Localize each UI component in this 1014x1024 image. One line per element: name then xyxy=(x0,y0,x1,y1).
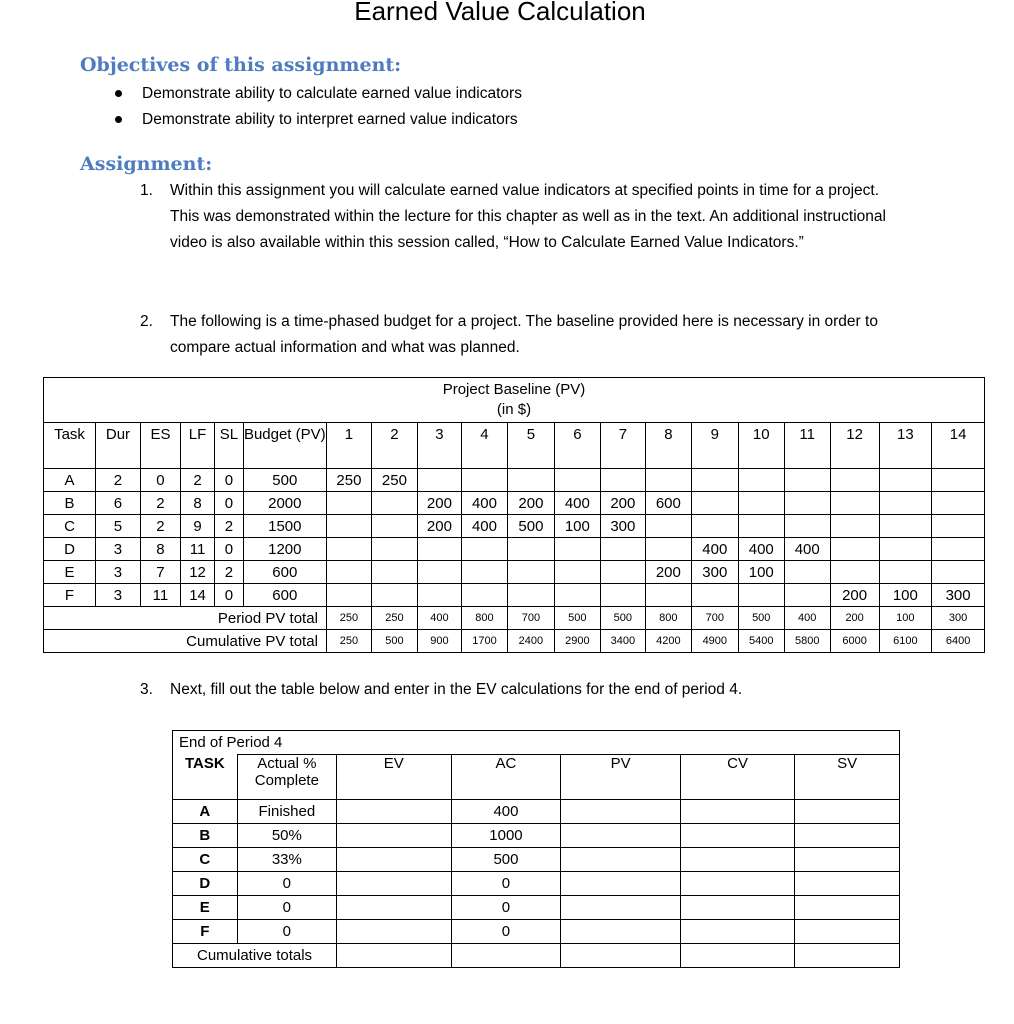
cumulative-total-cell: 2900 xyxy=(554,630,600,653)
column-header: Task xyxy=(44,423,96,469)
table-cell: 14 xyxy=(180,584,214,607)
table-row xyxy=(44,469,985,492)
table-row xyxy=(44,538,985,561)
column-header: LF xyxy=(180,423,214,469)
column-header: AC xyxy=(451,755,561,800)
table-row xyxy=(173,848,900,872)
period-total-cell: 500 xyxy=(738,607,784,630)
table-row xyxy=(44,515,985,538)
table-cell: 600 xyxy=(243,561,326,584)
table-cell: D xyxy=(173,872,238,896)
period-total-cell: 100 xyxy=(879,607,932,630)
table-row xyxy=(44,492,985,515)
ev-input-cell[interactable] xyxy=(680,896,795,920)
column-header: Budget (PV) xyxy=(243,423,326,469)
table-row xyxy=(44,584,985,607)
table-cell: 2 xyxy=(140,515,180,538)
table-cell: 0 xyxy=(215,492,244,515)
table-cell: 400 xyxy=(461,515,507,538)
table-cell: 400 xyxy=(554,492,600,515)
table-cell xyxy=(879,561,932,584)
table-cell: 250 xyxy=(371,469,417,492)
column-header: Actual % Complete xyxy=(237,755,336,800)
period-total-cell: 800 xyxy=(645,607,691,630)
cumulative-total-cell: 5400 xyxy=(738,630,784,653)
table-cell xyxy=(784,515,830,538)
table-cell xyxy=(461,584,507,607)
table-cell xyxy=(461,561,507,584)
table-cell: 0 xyxy=(237,920,336,944)
table-cell xyxy=(738,492,784,515)
cumulative-total-row xyxy=(44,630,985,653)
table-cell: 2 xyxy=(140,492,180,515)
ev-input-cell[interactable] xyxy=(680,824,795,848)
table-cell: 9 xyxy=(180,515,214,538)
table-cell xyxy=(738,584,784,607)
objective-text: Demonstrate ability to interpret earned value indicators xyxy=(142,111,518,128)
column-header: 5 xyxy=(507,423,554,469)
column-header: 9 xyxy=(691,423,738,469)
table-cell: 400 xyxy=(691,538,738,561)
table-cell xyxy=(461,538,507,561)
table-cell: E xyxy=(173,896,238,920)
table-row xyxy=(44,561,985,584)
assignment-item xyxy=(140,677,900,703)
table-cell xyxy=(645,515,691,538)
table-cell xyxy=(830,492,879,515)
ev-total-cell[interactable] xyxy=(561,944,680,968)
table-cell: 11 xyxy=(140,584,180,607)
table-cell xyxy=(554,469,600,492)
table-row xyxy=(173,800,900,824)
column-header: 7 xyxy=(600,423,645,469)
table-cell: 1200 xyxy=(243,538,326,561)
table-cell xyxy=(326,538,371,561)
item-number: 3. xyxy=(140,681,153,698)
column-header: EV xyxy=(337,755,452,800)
table-cell: B xyxy=(44,492,96,515)
table-cell: Finished xyxy=(237,800,336,824)
table-cell xyxy=(932,515,985,538)
ev-input-cell[interactable] xyxy=(680,800,795,824)
table-cell: 200 xyxy=(417,515,461,538)
table-cell: 2 xyxy=(95,469,140,492)
table-cell xyxy=(417,561,461,584)
objective-item xyxy=(115,85,522,103)
table-row xyxy=(173,824,900,848)
table-cell: 200 xyxy=(507,492,554,515)
assignment-heading: Assignment: xyxy=(80,153,213,175)
ev-input-cell[interactable] xyxy=(561,800,680,824)
table-cell: 400 xyxy=(461,492,507,515)
table-cell xyxy=(932,561,985,584)
ev-input-cell[interactable] xyxy=(561,896,680,920)
table-cell: C xyxy=(44,515,96,538)
table-cell: 8 xyxy=(140,538,180,561)
table-cell xyxy=(830,515,879,538)
page-title: Earned Value Calculation xyxy=(354,0,646,26)
table-cell xyxy=(784,492,830,515)
table-cell: A xyxy=(173,800,238,824)
table-cell: 400 xyxy=(784,538,830,561)
table-cell: 8 xyxy=(180,492,214,515)
table-cell xyxy=(932,469,985,492)
table-cell xyxy=(507,584,554,607)
table-cell xyxy=(879,538,932,561)
ev-input-cell[interactable] xyxy=(680,872,795,896)
ev-input-cell[interactable] xyxy=(795,800,900,824)
table-cell: C xyxy=(173,848,238,872)
assignment-item xyxy=(140,178,900,256)
ev-input-cell[interactable] xyxy=(337,824,452,848)
baseline-title-cell xyxy=(44,378,985,423)
table-cell: 300 xyxy=(691,561,738,584)
period-total-cell: 400 xyxy=(417,607,461,630)
column-header: 12 xyxy=(830,423,879,469)
column-header: 3 xyxy=(417,423,461,469)
ev-input-cell[interactable] xyxy=(561,920,680,944)
row-label: Cumulative totals xyxy=(173,944,337,968)
column-header: 8 xyxy=(645,423,691,469)
ev-input-cell[interactable] xyxy=(795,920,900,944)
cumulative-total-cell: 5800 xyxy=(784,630,830,653)
table-cell: 50% xyxy=(237,824,336,848)
table-cell xyxy=(691,469,738,492)
table-cell xyxy=(738,469,784,492)
table-cell: 0 xyxy=(140,469,180,492)
ev-total-cell[interactable] xyxy=(451,944,561,968)
table-cell xyxy=(326,561,371,584)
table-cell: 600 xyxy=(645,492,691,515)
table-cell: 3 xyxy=(95,584,140,607)
ev-input-cell[interactable] xyxy=(795,848,900,872)
cumulative-total-cell: 6400 xyxy=(932,630,985,653)
table-cell xyxy=(830,469,879,492)
column-header: 4 xyxy=(461,423,507,469)
objective-text: Demonstrate ability to calculate earned value indicators xyxy=(142,85,522,102)
ev-input-cell[interactable] xyxy=(337,848,452,872)
assignment-item xyxy=(140,309,900,361)
column-header: SV xyxy=(795,755,900,800)
column-header: ES xyxy=(140,423,180,469)
table-row xyxy=(173,896,900,920)
table-row xyxy=(173,872,900,896)
table-cell xyxy=(371,515,417,538)
table-cell: 0 xyxy=(215,538,244,561)
ev-input-cell: 0 xyxy=(451,896,561,920)
cumulative-total-cell: 4900 xyxy=(691,630,738,653)
column-header: 6 xyxy=(554,423,600,469)
table-cell xyxy=(371,492,417,515)
cumulative-total-cell: 6100 xyxy=(879,630,932,653)
table-cell xyxy=(784,584,830,607)
table-cell: D xyxy=(44,538,96,561)
ev-input-cell[interactable] xyxy=(561,848,680,872)
column-header: 2 xyxy=(371,423,417,469)
column-header: PV xyxy=(561,755,680,800)
ev-total-cell[interactable] xyxy=(680,944,795,968)
table-cell: 7 xyxy=(140,561,180,584)
table-cell: 0 xyxy=(237,872,336,896)
table-cell: 100 xyxy=(554,515,600,538)
period-total-cell: 500 xyxy=(600,607,645,630)
column-header: 13 xyxy=(879,423,932,469)
table-cell: 600 xyxy=(243,584,326,607)
period-total-cell: 800 xyxy=(461,607,507,630)
ev-input-cell[interactable] xyxy=(337,872,452,896)
baseline-title: Project Baseline (PV) xyxy=(442,381,586,398)
table-cell: A xyxy=(44,469,96,492)
table-cell xyxy=(371,561,417,584)
table-cell: 100 xyxy=(879,584,932,607)
table-cell: B xyxy=(173,824,238,848)
ev-input-cell: 400 xyxy=(451,800,561,824)
table-cell: 5 xyxy=(95,515,140,538)
table-cell: 11 xyxy=(180,538,214,561)
ev-input-cell[interactable] xyxy=(337,896,452,920)
table-cell: 200 xyxy=(645,561,691,584)
period-total-cell: 700 xyxy=(691,607,738,630)
ev-input-cell[interactable] xyxy=(337,920,452,944)
baseline-subtitle: (in $) xyxy=(496,401,532,418)
period-total-cell: 300 xyxy=(932,607,985,630)
ev-input-cell[interactable] xyxy=(561,872,680,896)
cumulative-total-cell: 250 xyxy=(326,630,371,653)
column-header-row xyxy=(173,755,900,800)
table-cell xyxy=(932,538,985,561)
table-cell xyxy=(691,584,738,607)
ev-input-cell: 1000 xyxy=(451,824,561,848)
table-cell xyxy=(461,469,507,492)
table-cell: 1500 xyxy=(243,515,326,538)
column-header: 14 xyxy=(932,423,985,469)
item-text: Next, fill out the table below and enter in the EV calculations for the end of period 4. xyxy=(170,681,743,698)
table-cell xyxy=(507,561,554,584)
table-row xyxy=(173,920,900,944)
header-row xyxy=(44,378,985,423)
period-total-cell: 250 xyxy=(371,607,417,630)
table-cell xyxy=(554,561,600,584)
table-cell: 2000 xyxy=(243,492,326,515)
table-cell xyxy=(645,538,691,561)
objective-item xyxy=(115,111,518,129)
table-cell xyxy=(326,515,371,538)
table-cell: 0 xyxy=(237,896,336,920)
table-cell xyxy=(600,469,645,492)
table-cell xyxy=(879,515,932,538)
table-cell: 500 xyxy=(507,515,554,538)
period-total-cell: 200 xyxy=(830,607,879,630)
period-total-cell: 250 xyxy=(326,607,371,630)
table-cell: 2 xyxy=(215,515,244,538)
item-text: The following is a time-phased budget for a project. The baseline provided here is necessary in order to compare actual information and what was planned. xyxy=(170,313,878,356)
cumulative-total-cell: 4200 xyxy=(645,630,691,653)
table-cell: 0 xyxy=(215,469,244,492)
column-header: CV xyxy=(680,755,795,800)
table-cell xyxy=(417,584,461,607)
table-cell: 2 xyxy=(215,561,244,584)
ev-input-cell[interactable] xyxy=(795,872,900,896)
table-cell xyxy=(784,469,830,492)
ev-input-cell[interactable] xyxy=(561,824,680,848)
table-cell: 6 xyxy=(95,492,140,515)
column-header: TASK xyxy=(173,755,238,800)
cumulative-total-cell: 900 xyxy=(417,630,461,653)
table-cell: 0 xyxy=(215,584,244,607)
ev-input-cell: 0 xyxy=(451,920,561,944)
ev-input-cell[interactable] xyxy=(337,800,452,824)
table-cell xyxy=(830,538,879,561)
ev-input-cell: 0 xyxy=(451,872,561,896)
objectives-heading: Objectives of this assignment: xyxy=(80,54,402,76)
row-label: Period PV total xyxy=(44,607,327,630)
cumulative-total-cell: 6000 xyxy=(830,630,879,653)
bullet-icon xyxy=(115,116,122,123)
item-text: Within this assignment you will calculate earned value indicators at specified points in time for a project. This was demonstrated within the lecture for this chapter as well as in the text. An additional instructional video is also available within this session called, “How to Calculate Earned Value Indicators.” xyxy=(170,182,886,251)
column-header: SL xyxy=(215,423,244,469)
table-cell: 3 xyxy=(95,538,140,561)
period-total-cell: 500 xyxy=(554,607,600,630)
period-total-row xyxy=(44,607,985,630)
table-cell: 200 xyxy=(830,584,879,607)
item-number: 2. xyxy=(140,313,153,330)
ev-input-cell[interactable] xyxy=(680,920,795,944)
cumulative-total-cell: 3400 xyxy=(600,630,645,653)
table-cell xyxy=(600,561,645,584)
baseline-table xyxy=(43,377,985,653)
ev-input-cell[interactable] xyxy=(795,824,900,848)
table-cell: F xyxy=(44,584,96,607)
table-cell xyxy=(879,492,932,515)
totals-row xyxy=(173,944,900,968)
table-cell xyxy=(645,584,691,607)
table-cell: 100 xyxy=(738,561,784,584)
table-cell xyxy=(691,492,738,515)
table-cell xyxy=(600,584,645,607)
table-cell: 12 xyxy=(180,561,214,584)
column-header: 11 xyxy=(784,423,830,469)
table-cell: 2 xyxy=(180,469,214,492)
column-header: Dur xyxy=(95,423,140,469)
table-cell xyxy=(600,538,645,561)
period-total-cell: 700 xyxy=(507,607,554,630)
table-cell xyxy=(691,515,738,538)
table-cell: 200 xyxy=(417,492,461,515)
table-cell: F xyxy=(173,920,238,944)
column-header: 1 xyxy=(326,423,371,469)
bullet-icon xyxy=(115,90,122,97)
table-cell: 300 xyxy=(932,584,985,607)
table-cell xyxy=(417,538,461,561)
table-cell xyxy=(371,538,417,561)
column-header: 10 xyxy=(738,423,784,469)
table-cell xyxy=(645,469,691,492)
ev-total-cell[interactable] xyxy=(337,944,452,968)
cumulative-total-cell: 2400 xyxy=(507,630,554,653)
table-cell: 400 xyxy=(738,538,784,561)
period-total-cell: 400 xyxy=(784,607,830,630)
cumulative-total-cell: 500 xyxy=(371,630,417,653)
ev-total-cell[interactable] xyxy=(795,944,900,968)
table-cell xyxy=(879,469,932,492)
table-cell: 33% xyxy=(237,848,336,872)
table-cell xyxy=(738,515,784,538)
caption-row xyxy=(173,731,900,755)
table-cell xyxy=(417,469,461,492)
table-cell xyxy=(554,538,600,561)
table-cell xyxy=(371,584,417,607)
table-cell xyxy=(830,561,879,584)
row-label: Cumulative PV total xyxy=(44,630,327,653)
table-cell xyxy=(326,492,371,515)
table-cell xyxy=(326,584,371,607)
table-cell xyxy=(784,561,830,584)
table-cell: 3 xyxy=(95,561,140,584)
ev-input-cell[interactable] xyxy=(795,896,900,920)
ev-table xyxy=(172,730,900,968)
table-cell: 200 xyxy=(600,492,645,515)
column-header-row xyxy=(44,423,985,469)
ev-input-cell: 500 xyxy=(451,848,561,872)
table-cell: E xyxy=(44,561,96,584)
ev-table-caption: End of Period 4 xyxy=(173,731,900,755)
table-cell xyxy=(554,584,600,607)
item-number: 1. xyxy=(140,182,153,199)
table-cell xyxy=(507,469,554,492)
table-cell xyxy=(932,492,985,515)
table-cell: 250 xyxy=(326,469,371,492)
table-cell: 300 xyxy=(600,515,645,538)
table-cell xyxy=(507,538,554,561)
ev-input-cell[interactable] xyxy=(680,848,795,872)
table-cell: 500 xyxy=(243,469,326,492)
cumulative-total-cell: 1700 xyxy=(461,630,507,653)
